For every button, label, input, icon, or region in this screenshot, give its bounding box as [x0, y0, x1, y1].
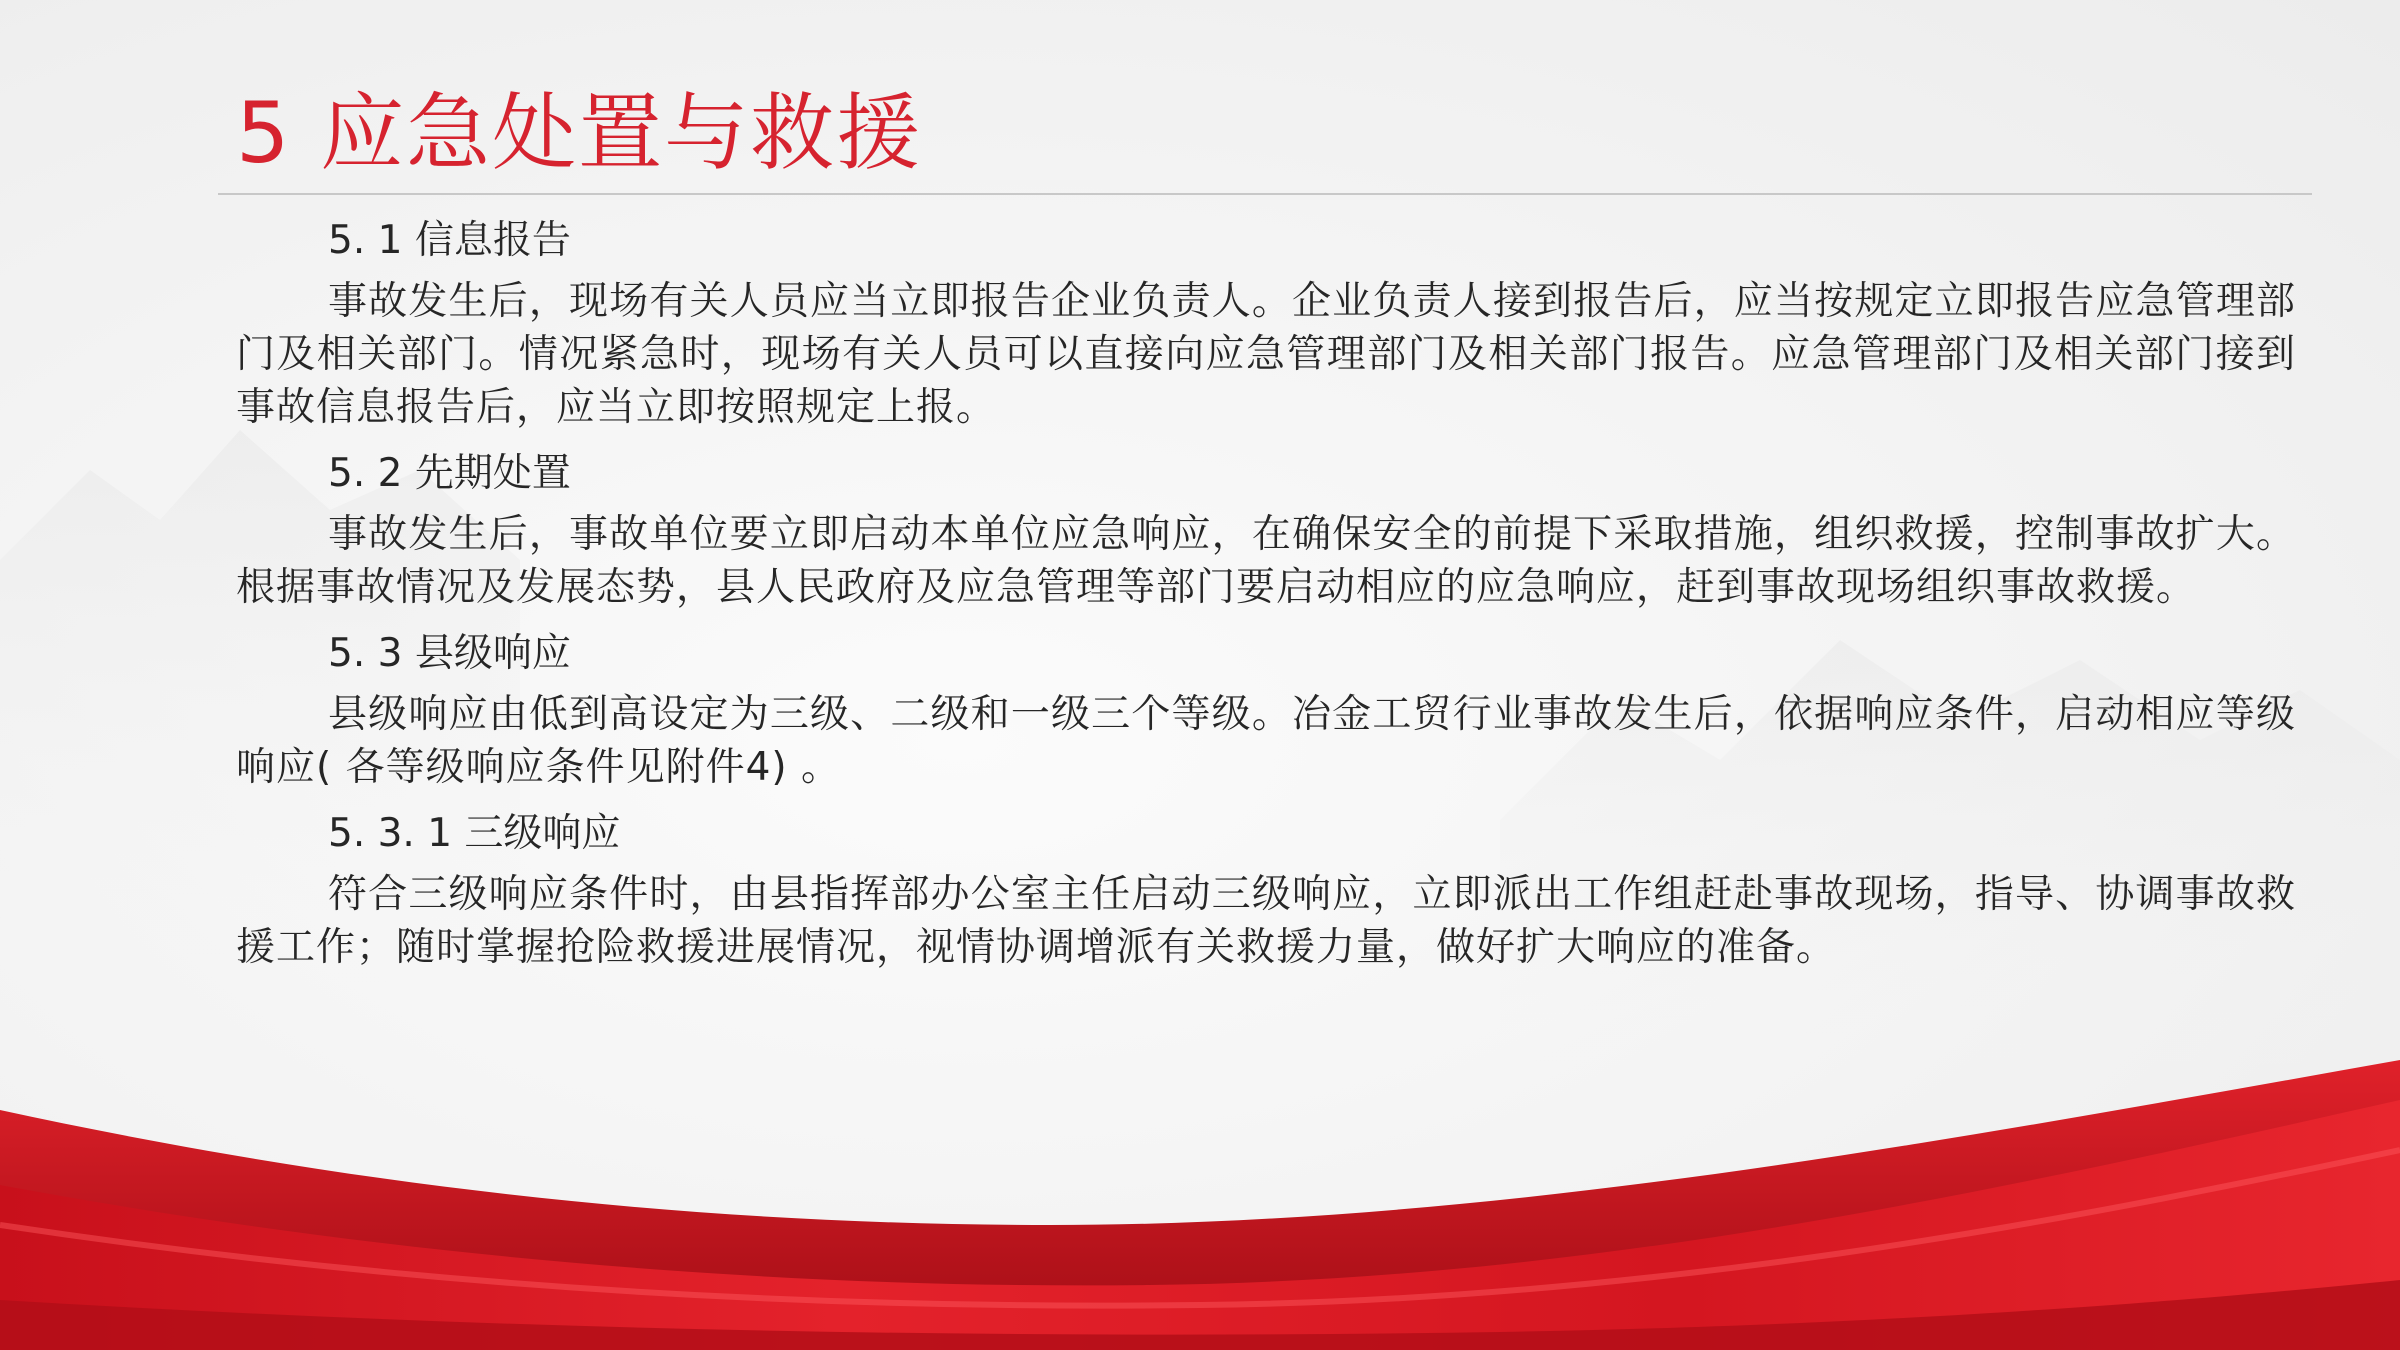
slide-title: 5 应急处置与救援 — [236, 84, 923, 182]
section-initial-response — [236, 447, 2296, 614]
section-paragraph: 符合三级响应条件时，由县指挥部办公室主任启动三级响应，立即派出工作组赶赴事故现场，指导、协调事故救援工作；随时掌握抢险救援进展情况，视情协调增派有关救援力量，做好扩大响应的准备。 — [236, 872, 2296, 970]
content-body — [236, 214, 2296, 987]
section-paragraph: 事故发生后，现场有关人员应当立即报告企业负责人。企业负责人接到报告后，应当按规定立即报告应急管理部门及相关部门。情况紧急时，现场有关人员可以直接向应急管理部门及相关部门报告。应急管理部门及相关部门接到事故信息报告后，应当立即按照规定上报。 — [236, 279, 2296, 430]
section-paragraph: 县级响应由低到高设定为三级、二级和一级三个等级。冶金工贸行业事故发生后，依据响应条件，启动相应等级响应( 各等级响应条件见附件4) 。 — [236, 692, 2296, 790]
section-county-response — [236, 627, 2296, 794]
title-divider — [218, 193, 2312, 195]
section-information-report — [236, 214, 2296, 434]
section-heading: 5. 3. 1 三级响应 — [328, 811, 621, 856]
section-heading: 5. 2 先期处置 — [328, 451, 571, 496]
section-heading: 5. 1 信息报告 — [328, 218, 571, 263]
section-level-three-response — [236, 807, 2296, 974]
section-heading: 5. 3 县级响应 — [328, 631, 571, 676]
section-paragraph: 事故发生后，事故单位要立即启动本单位应急响应，在确保安全的前提下采取措施，组织救援，控制事故扩大。根据事故情况及发展态势，县人民政府及应急管理等部门要启动相应的应急响应，赶到事故现场组织事故救援。 — [236, 512, 2296, 610]
